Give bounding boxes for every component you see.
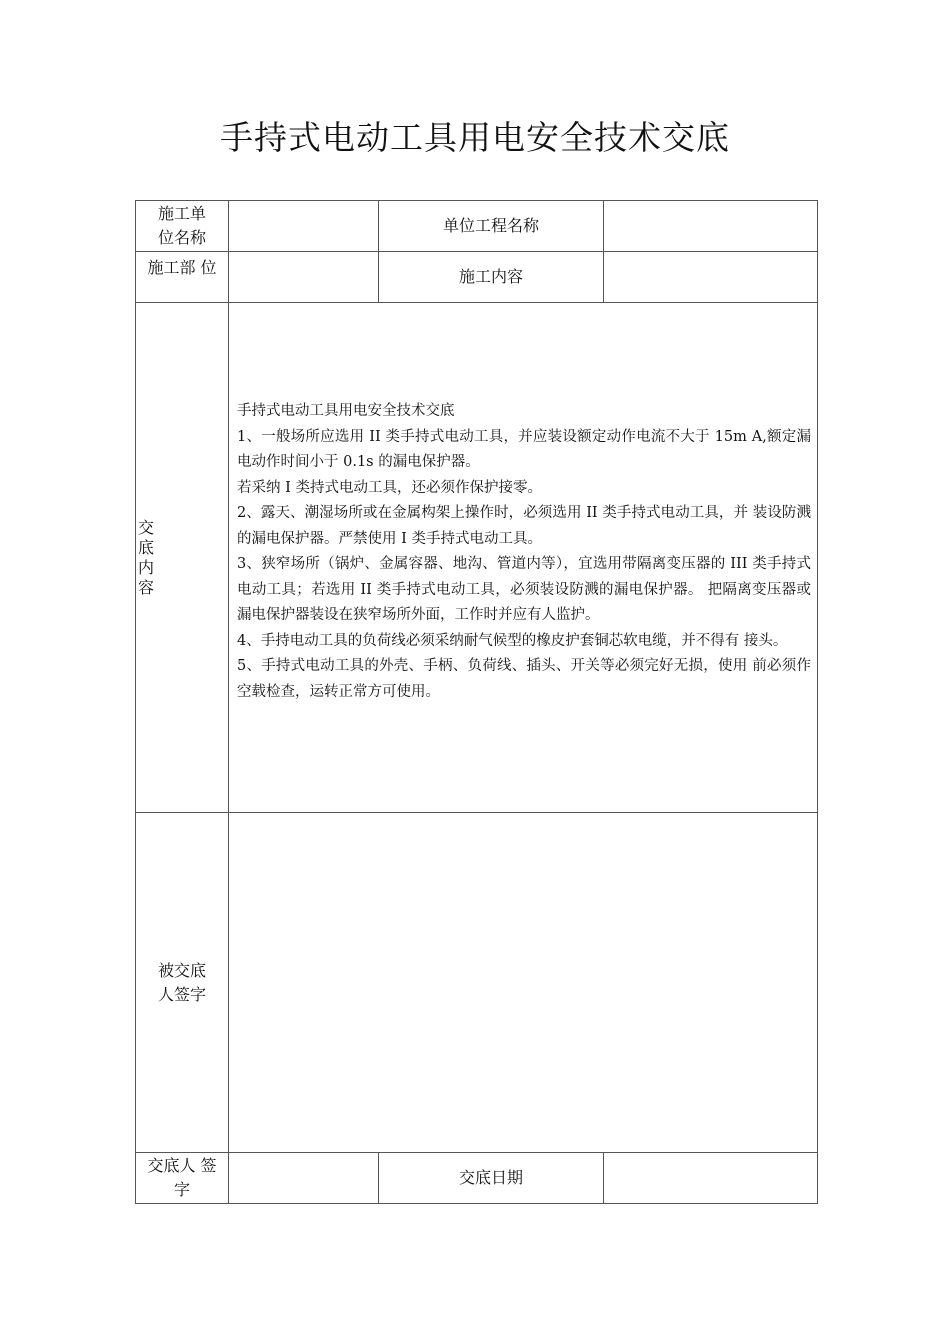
content-value[interactable] <box>604 252 818 303</box>
receiver-sign-label: 被交底人签字 <box>136 813 229 1153</box>
briefing-item: 若采纳 I 类持式电动工具，还必须作保护接零。 <box>237 479 542 496</box>
briefer-sign-label: 交底人 签字 <box>136 1153 229 1204</box>
date-label: 交底日期 <box>379 1153 604 1204</box>
receiver-sign-area[interactable] <box>229 813 818 1153</box>
briefing-content <box>229 303 818 813</box>
unit-name-label: 施工单位名称 <box>136 201 229 252</box>
position-value[interactable] <box>229 252 379 303</box>
briefer-sign-value[interactable] <box>229 1153 379 1204</box>
content-label: 施工内容 <box>379 252 604 303</box>
briefing-item: 4、手持电动工具的负荷线必须采纳耐气候型的橡皮护套铜芯软电缆，并不得有 接头。 <box>237 632 788 649</box>
briefing-item: 1、一般场所应选用 II 类手持式电动工具，并应装设额定动作电流不大于 15m A,额定漏电动作时间小于 0.1s 的漏电保护器。 <box>237 428 811 470</box>
briefing-item: 5、手持式电动工具的外壳、手柄、负荷线、插头、开关等必须完好无损，使用 前必须作空载检查，运转正常方可使用。 <box>237 658 811 700</box>
page-title: 手持式电动工具用电安全技术交底 <box>220 118 730 157</box>
unit-name-value[interactable] <box>229 201 379 252</box>
briefing-label-char: 容 <box>138 577 155 597</box>
project-name-value[interactable] <box>604 201 818 252</box>
briefing-item: 3、狭窄场所（锅炉、金属容器、地沟、管道内等），宜选用带隔离变压器的 III 类手持式电动工具；若选用 II 类手持式电动工具，必须装设防溅的漏电保护器。 把隔离变压器或漏电保护器装设在狭窄场所外面，工作时并应有人监护。 <box>237 556 811 623</box>
briefing-label-char: 交 <box>138 517 155 537</box>
briefing-label-char: 底 <box>138 537 155 557</box>
project-name-label: 单位工程名称 <box>379 201 604 252</box>
briefing-table <box>135 200 818 1204</box>
date-value[interactable] <box>604 1153 818 1204</box>
position-label: 施工部 位 <box>136 252 229 303</box>
briefing-heading: 手持式电动工具用电安全技术交底 <box>237 403 455 419</box>
briefing-item: 2、露天、潮湿场所或在金属构架上操作时，必须选用 II 类手持式电动工具，并 装设防溅的漏电保护器。严禁使用 I 类手持式电动工具。 <box>237 505 811 547</box>
briefing-label-char: 内 <box>138 557 155 577</box>
briefing-label <box>136 303 229 813</box>
